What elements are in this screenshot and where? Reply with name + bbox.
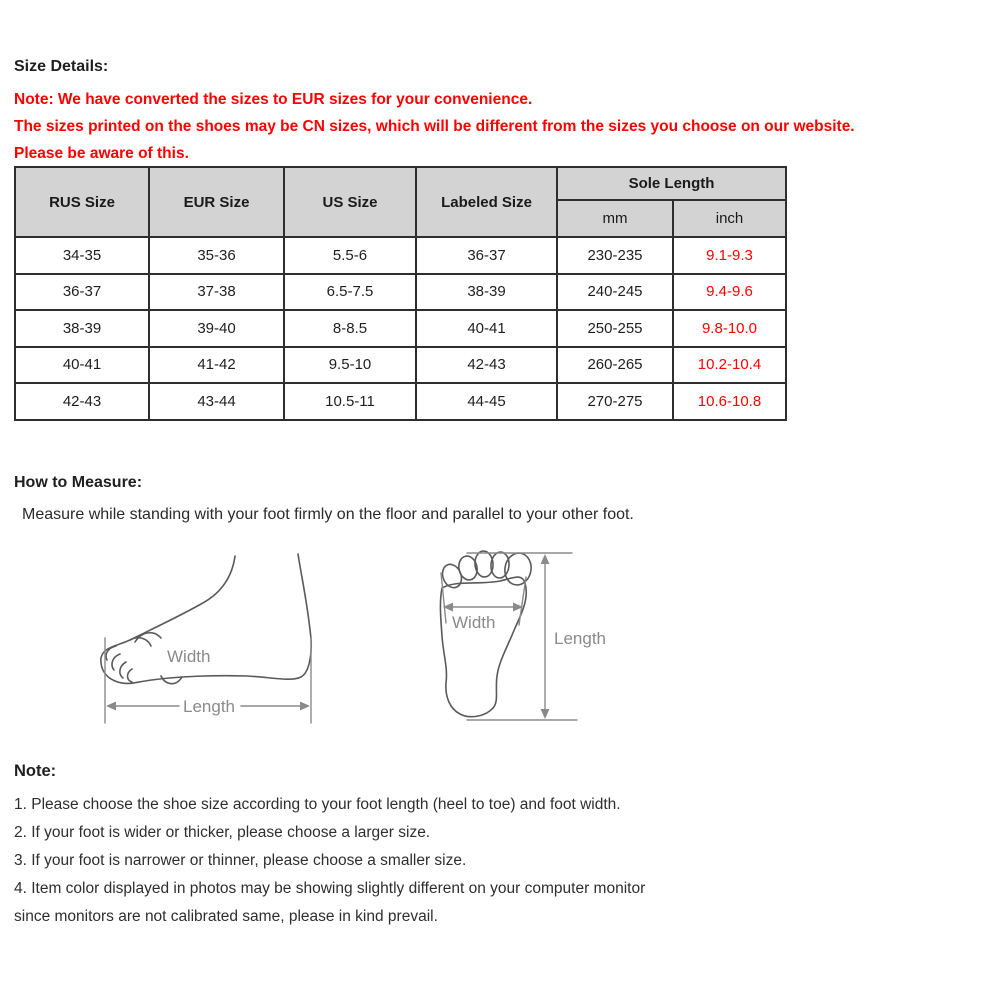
cell-inch: 9.4-9.6: [673, 274, 786, 311]
table-row: [15, 237, 786, 274]
cell-us: 8-8.5: [284, 310, 416, 347]
cell-mm: 260-265: [557, 347, 673, 384]
header-eur-size: EUR Size: [149, 167, 284, 237]
foot-top-view-diagram: [435, 535, 635, 735]
arrowhead-right: [300, 702, 310, 711]
cell-eur: 35-36: [149, 237, 284, 274]
cell-labeled: 36-37: [416, 237, 557, 274]
cell-labeled: 38-39: [416, 274, 557, 311]
cell-rus: 38-39: [15, 310, 149, 347]
arrowhead-up: [541, 554, 550, 564]
note-item: 3. If your foot is narrower or thinner, please choose a smaller size.: [14, 852, 467, 869]
cell-mm: 250-255: [557, 310, 673, 347]
cell-rus: 36-37: [15, 274, 149, 311]
foot-side-view-diagram: [95, 546, 335, 738]
notes-list: [14, 791, 974, 931]
how-to-measure-title: How to Measure:: [14, 474, 143, 491]
cell-eur: 41-42: [149, 347, 284, 384]
cell-labeled: 44-45: [416, 383, 557, 420]
warning-line: The sizes printed on the shoes may be CN sizes, which will be different from the sizes you choose on our website.: [14, 118, 855, 135]
note-item: since monitors are not calibrated same, please in kind prevail.: [14, 908, 438, 925]
notes-title: Note:: [14, 762, 57, 780]
cell-us: 5.5-6: [284, 237, 416, 274]
cell-us: 9.5-10: [284, 347, 416, 384]
header-inch: inch: [673, 200, 786, 237]
width-label: Width: [167, 647, 211, 666]
cell-labeled: 42-43: [416, 347, 557, 384]
foot-toe-detail: [112, 654, 120, 670]
header-rus-size: RUS Size: [15, 167, 149, 237]
foot-toe-detail: [120, 662, 126, 678]
cell-rus: 42-43: [15, 383, 149, 420]
cell-mm: 240-245: [557, 274, 673, 311]
cell-rus: 34-35: [15, 237, 149, 274]
note-item: 2. If your foot is wider or thicker, please choose a larger size.: [14, 824, 431, 841]
cell-eur: 43-44: [149, 383, 284, 420]
size-chart-table: [14, 166, 787, 421]
table-row: [15, 310, 786, 347]
measure-instruction: Measure while standing with your foot firmly on the floor and parallel to your other foot.: [22, 506, 634, 523]
table-row: [15, 383, 786, 420]
note-item: 1. Please choose the shoe size according to your foot length (heel to toe) and foot width.: [14, 796, 621, 813]
cell-inch: 10.2-10.4: [673, 347, 786, 384]
arrowhead-down: [541, 709, 550, 719]
cell-mm: 270-275: [557, 383, 673, 420]
note-item: 4. Item color displayed in photos may be showing slightly different on your computer monitor: [14, 880, 646, 897]
warning-notes: [14, 86, 994, 167]
table-row: [15, 347, 786, 384]
cell-labeled: 40-41: [416, 310, 557, 347]
foot-sole-outline: [440, 577, 526, 717]
header-mm: mm: [557, 200, 673, 237]
header-us-size: US Size: [284, 167, 416, 237]
cell-rus: 40-41: [15, 347, 149, 384]
cell-inch: 9.8-10.0: [673, 310, 786, 347]
cell-eur: 37-38: [149, 274, 284, 311]
header-labeled-size: Labeled Size: [416, 167, 557, 237]
header-sole-length: Sole Length: [557, 167, 786, 200]
cell-inch: 9.1-9.3: [673, 237, 786, 274]
width-label: Width: [452, 613, 496, 632]
length-label: Length: [183, 697, 235, 716]
length-label: Length: [554, 629, 606, 648]
arrowhead-left: [106, 702, 116, 711]
foot-toe-detail: [130, 638, 151, 646]
cell-mm: 230-235: [557, 237, 673, 274]
cell-us: 6.5-7.5: [284, 274, 416, 311]
warning-line: Note: We have converted the sizes to EUR sizes for your convenience.: [14, 91, 533, 108]
cell-eur: 39-40: [149, 310, 284, 347]
warning-line: Please be aware of this.: [14, 145, 189, 162]
cell-us: 10.5-11: [284, 383, 416, 420]
cell-inch: 10.6-10.8: [673, 383, 786, 420]
table-row: [15, 274, 786, 311]
page-title: Size Details:: [14, 58, 109, 75]
foot-toe-detail: [128, 669, 133, 682]
